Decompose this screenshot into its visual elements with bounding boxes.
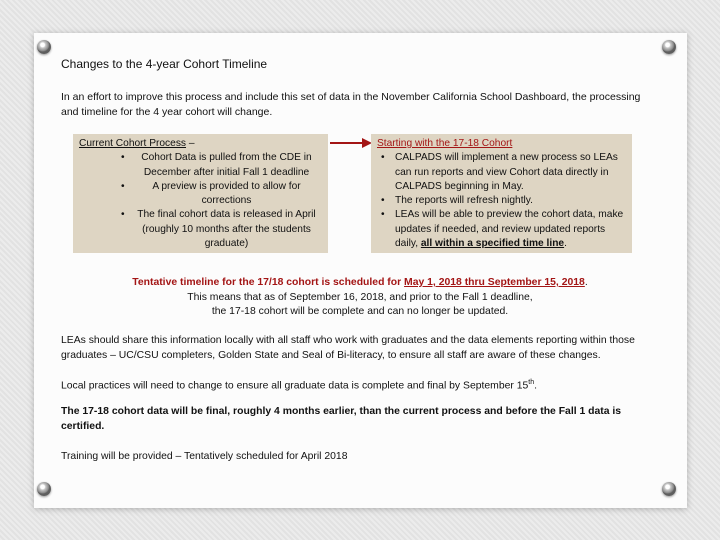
list-item: • A preview is provided to allow for corrections — [121, 180, 322, 209]
slide-title: Changes to the 4-year Cohort Timeline — [61, 57, 268, 71]
list-item: • The final cohort data is released in April (roughly 10 months after the students graduate) — [121, 208, 322, 251]
training-paragraph: Training will be provided – Tentatively scheduled for April 2018 — [61, 451, 348, 462]
timeline-dates: May 1, 2018 thru September 15, 2018 — [404, 277, 585, 288]
list-item: • CALPADS will implement a new process so LEAs can run reports and view Cohort data directly in CALPADS beginning in May. — [381, 151, 626, 194]
new-process-list — [381, 151, 626, 251]
current-process-box — [73, 134, 328, 253]
share-paragraph: LEAs should share this information locally with all staff who work with graduates and the data elements reporting within those graduates – UC/CSU completers, Golden State and Seal of Bi-literacy, to ensure all staff are aware of these changes. — [61, 335, 635, 361]
list-item: • The reports will refresh nightly. — [381, 194, 626, 208]
current-process-heading: Current Cohort Process – — [79, 138, 195, 149]
intro-paragraph: In an effort to improve this process and include this set of data in the November California School Dashboard, the processing and timeline for the 4 year cohort will change. — [61, 91, 641, 118]
current-process-list — [121, 151, 322, 251]
new-process-heading: Starting with the 17-18 Cohort — [377, 138, 513, 149]
pushpin-icon — [662, 40, 676, 54]
pushpin-icon — [37, 40, 51, 54]
local-practices-paragraph: Local practices will need to change to ensure all graduate data is complete and final by September 15th. — [61, 379, 538, 392]
final-data-paragraph: The 17-18 cohort data will be final, roughly 4 months earlier, than the current process and before the Fall 1 data is certified. — [61, 406, 622, 432]
list-item: • LEAs will be able to preview the cohort data, make updates if needed, and review updated reports daily, all within a specified time line. — [381, 208, 626, 251]
list-item: • Cohort Data is pulled from the CDE in December after initial Fall 1 deadline — [121, 151, 322, 180]
pushpin-icon — [37, 482, 51, 496]
pushpin-icon — [662, 482, 676, 496]
new-process-box — [371, 134, 632, 253]
time-line-emphasis: all within a specified time line — [420, 238, 565, 250]
arrow-right-icon — [330, 138, 372, 148]
tentative-timeline: Tentative timeline for the 17/18 cohort is scheduled for May 1, 2018 thru September 15, 2018. This means that as of September 16, 2018, and prior to the Fall 1 deadline, the 17-18 cohort will be complete and can no longer be updated. — [132, 277, 588, 317]
